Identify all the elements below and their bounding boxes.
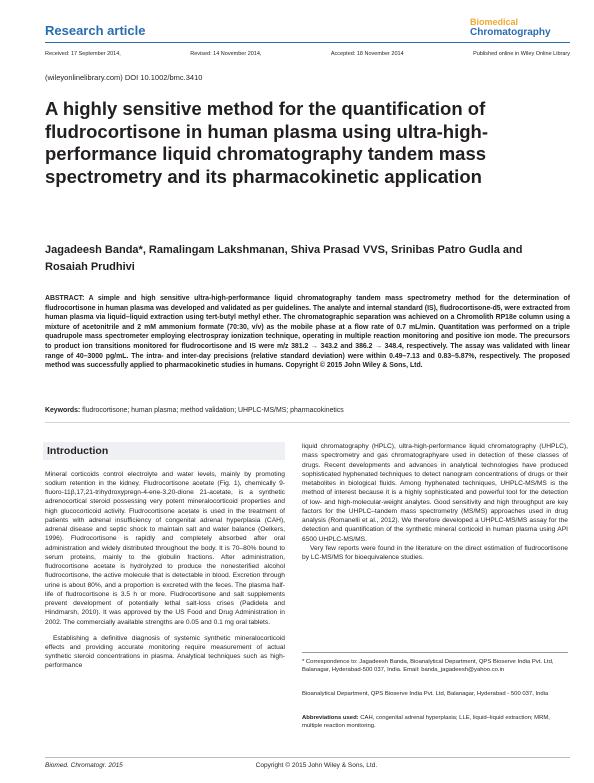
abstract: ABSTRACT: A simple and high sensitive ultra-high-performance liquid chromatography tandem mass spectrometry method for the determination of fludrocortisone in human plasma was developed and validated as per guidelines. The analyte and internal standard (IS), fludrocortisone-d5, were extracted from human plasma via liquid–liquid extraction using tert-butyl methyl ether. The chromatographic separation was achieved on a Chromolith RP18e column using a mixture of acetonitrile and 2 mM ammonium formate (70:30, v/v) as the mobile phase at a flow rate of 0.7 mL/min. Quantitation was performed on a triple quadrupole mass spectrometer employing electrospray ionization technique, operating in multiple reaction monitoring and positive ion mode. The precursors to product ion transitions monitored for fludrocortisone and IS were m/z 381.2 → 343.2 and 386.2 → 348.4, respectively. The assay was validated with linear range of 40–3000 pg/mL. The intra- and inter-day precisions (relative standard deviation) were within 0.49–7.13 and 0.83–5.87%, respectively. The proposed method was successfully applied to pharmacokinetic studies in humans. Copyright © 2015 John Wiley & Sons, Ltd. xyxy=(45,295,570,370)
keywords-rule xyxy=(45,422,570,423)
keywords-label: Keywords: xyxy=(45,407,81,414)
paragraph: Very few reports were found in the literature on the direct estimation of fludrocortisone by LC-MS/MS for bioequivalence studies. xyxy=(302,544,568,561)
doi-line[interactable]: (wileyonlinelibrary.com) DOI 10.1002/bmc.3410 xyxy=(45,73,203,82)
author-list: Jagadeesh Banda*, Ramalingam Lakshmanan, Shiva Prasad VVS, Srinibas Patro Gudla and Rosaiah Prudhivi xyxy=(45,244,523,273)
abbreviations-label: Abbreviations used: xyxy=(302,715,359,721)
page-footer xyxy=(45,762,570,769)
footnote-abbreviations xyxy=(302,714,568,730)
abbreviations-text: CAH, congenital adrenal hyperplasia; LLE, liquid–liquid extraction; MRM, multiple reaction monitoring. xyxy=(302,715,550,730)
header-rule xyxy=(45,42,570,43)
paragraph: liquid chromatography (HPLC), ultra-high-performance liquid chromatography (UHPLC), mass spectrometry and gas chromatographyare used in detection of these classes of drugs. Recent developments and advances in analytical technologies have produced sophisticated hyphenated techniques to detect nanogram concentrations of drugs or their metabolites in biological fluids. Among hyphenated techniques, UHPLC-MS/MS is the method of interest because it is a highly sophisticated and powerful tool for the detection of low- and high-molecular-weight analytes. Good sensitivity and high throughput are key factors for the UHPLC–tandem mass spectrometry (MS/MS) approaches used in drug analysis (Romanelli et al., 2012). We therefore developed a UHPLC-MS/MS assay for the detection and quantification of the synthetic mineral corticoid in human plasma using API 6500 UHPLC-MS/MS. xyxy=(302,443,568,543)
footer-rule xyxy=(45,757,570,758)
article-type-label: Research article xyxy=(45,23,146,38)
accepted-date: Accepted: 18 November 2014 xyxy=(330,51,404,57)
journal-name-line2: Chromatography xyxy=(470,27,551,38)
footer-journal: Biomed. Chromatogr. 2015 xyxy=(45,762,123,769)
paragraph: Establishing a definitive diagnosis of systemic synthetic mineralocorticoid effects and providing accurate monitoring require measurement of actual synthetic steroid concentrations in plasma. Analytical techniques such as high-performance xyxy=(45,634,285,670)
footnote-rule xyxy=(302,652,568,653)
section-heading-introduction: Introduction xyxy=(47,445,109,457)
footer-copyright: Copyright © 2015 John Wiley & Sons, Ltd. xyxy=(255,762,378,769)
body-column-left xyxy=(45,463,285,677)
publication-dates xyxy=(45,51,570,57)
revised-date: Revised: 14 November 2014, xyxy=(190,51,262,57)
published-online: Published online in Wiley Online Library xyxy=(473,51,570,57)
keywords-list: fludrocortisone; human plasma; method validation; UHPLC-MS/MS; pharmacokinetics xyxy=(82,407,344,414)
received-date: Received: 17 September 2014, xyxy=(45,51,121,57)
keywords xyxy=(45,406,570,415)
journal-name-line1: Biomedical xyxy=(470,17,519,27)
footnote-correspondence: * Correspondence to: Jagadeesh Banda, Bioanalytical Department, QPS Bioserve India Pvt. Ltd, Balanagar, Hyderabad-500 037, India. Email: banda_jagadeesh@yahoo.co.in xyxy=(302,659,554,674)
paragraph: Mineral corticoids control electrolyte and water levels, mainly by promoting sodium retention in the kidney. Fludrocortisone acetate (Fig. 1), chemically 9-fluoro-11β,17,21-trihydroxypregn-4-ene-3,20-dione 21-acetate, is a synthetic adrenocortical steroid possessing very potent mineralocorticoid properties and high glucocorticoid activity. Fludrocortisone acetate is used in the treatment of patients with adrenal insufficiency of congenital adrenal hyperplasia (CAH), adrenal disease and septic shock to maintain salt and water balance (Oelkers, 1996). Fludrocortisone is rapidly and completely absorbed after oral administration and widely distributed throughout the body. It is 70–80% bound to serum proteins, mainly to the globulin fractions. After administration, fludrocortisone acetate is hydrolyzed to produce the nonesterified alcohol fludrocortisone, the active molecule that is detectable in blood. Excretion through urine is about 80%, and a proportion is excreted with the feces. The plasma half-life of fludrocortisone is 3.5 h or more. Fludrocortisone and salt supplements prevent development of potentially lethal salt-loss crises (Padidela and Hindmarsh, 2010). It was approved by the US Food and Drug Administration in 2002. The commercially available strengths are 0.05 and 0.1 mg oral tablets. xyxy=(45,470,285,626)
footnote-affiliation: Bioanalytical Department, QPS Bioserve India Pvt. Ltd, Balanagar, Hyderabad - 500 037, India xyxy=(302,691,549,697)
body-column-right xyxy=(302,442,568,562)
article-title: A highly sensitive method for the quantification of fludrocortisone in human plasma using ultra-high-performance liquid chromatography tandem mass spectrometry and its pharmacokinetic application xyxy=(45,98,488,187)
